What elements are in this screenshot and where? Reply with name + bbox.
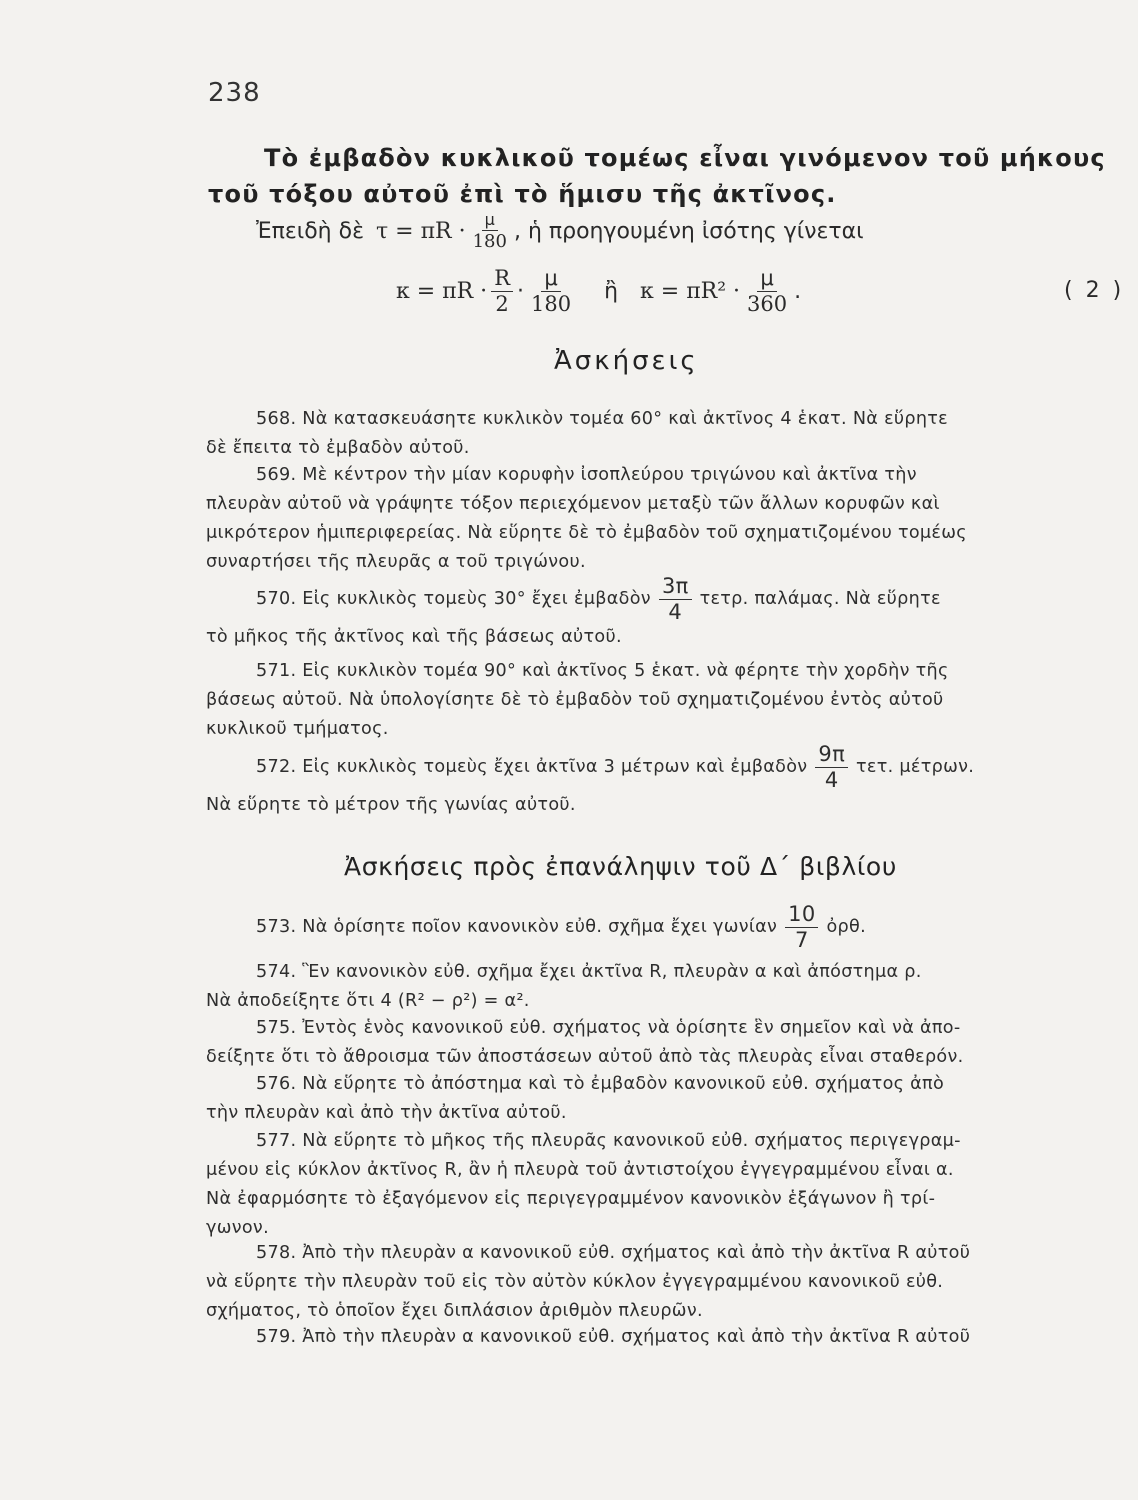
exercise-576: [206, 1070, 1120, 1128]
fraction-numerator: μ: [482, 212, 498, 231]
fraction-denominator: 180: [472, 231, 507, 252]
fraction-numerator: 3π: [659, 576, 692, 600]
fraction-denominator: 4: [824, 768, 839, 792]
exercise-line: τὴν πλευρὰν καὶ ἀπὸ τὴν ἀκτῖνα αὐτοῦ.: [206, 1103, 567, 1123]
formula-or: ἢ: [604, 279, 619, 304]
exercise-line: [206, 576, 1120, 623]
exercise-570: [206, 576, 1120, 652]
formula-lead: Ἐπειδὴ δὲ: [256, 219, 364, 244]
exercise-line: 575. Ἐντὸς ἑνὸς κανονικοῦ εὐθ. σχήματος νὰ ὁρίσητε ἓν σημεῖον καὶ νὰ ἀπο-: [256, 1018, 961, 1038]
exercise-text: τετ. μέτρων.: [856, 757, 975, 777]
exercise-line: 571. Εἰς κυκλικὸν τομέα 90° καὶ ἀκτῖνος 5 ἑκατ. νὰ φέρητε τὴν χορδὴν τῆς: [256, 661, 949, 681]
exercise-568: [206, 405, 1120, 463]
formula-expr: τ = πR ·: [375, 219, 466, 244]
exercise-line: [206, 744, 1120, 791]
exercise-579: [206, 1323, 1120, 1352]
exercise-line: δείξητε ὅτι τὸ ἄθροισμα τῶν ἀποστάσεων αὐτοῦ ἀπὸ τὰς πλευρὰς εἶναι σταθερόν.: [206, 1047, 964, 1067]
exercise-line: συναρτήσει τῆς πλευρᾶς α τοῦ τριγώνου.: [206, 552, 586, 572]
exercise-line: 576. Νὰ εὕρητε τὸ ἀπόστημα καὶ τὸ ἐμβαδὸν κανονικοῦ εὐθ. σχήματος ἀπὸ: [256, 1074, 945, 1094]
exercise-line: [206, 904, 1120, 951]
exercise-line: 574. Ἓν κανονικὸν εὐθ. σχῆμα ἔχει ἀκτῖνα R, πλευρὰν α καὶ ἀπόστημα ρ.: [256, 962, 922, 982]
fraction: [491, 268, 513, 315]
exercise-line: 569. Μὲ κέντρον τὴν μίαν κορυφὴν ἰσοπλεύρου τριγώνου καὶ ἀκτῖνα τὴν: [256, 465, 917, 485]
exercise-text: 572. Εἰς κυκλικὸς τομεὺς ἔχει ἀκτῖνα 3 μέτρων καὶ ἐμβαδὸν: [256, 757, 808, 777]
exercise-573: [206, 904, 1120, 951]
exercise-571: [206, 657, 1120, 744]
equation-number: ( 2 ): [1064, 278, 1125, 303]
fraction-denominator: 7: [794, 928, 809, 952]
exercise-575: [206, 1014, 1120, 1072]
exercise-line: δὲ ἔπειτα τὸ ἐμβαδὸν αὐτοῦ.: [206, 438, 470, 458]
fraction-denominator: 4: [668, 600, 683, 624]
exercise-line: 568. Νὰ κατασκευάσητε κυκλικὸν τομέα 60° καὶ ἀκτῖνος 4 ἑκατ. Νὰ εὕρητε: [256, 409, 948, 429]
exercise-line: κυκλικοῦ τμήματος.: [206, 719, 389, 739]
page-number: 238: [208, 78, 261, 108]
fraction: [528, 268, 574, 315]
exercise-577: [206, 1127, 1120, 1243]
theorem-line: Τὸ ἐμβαδὸν κυκλικοῦ τομέως εἶναι γινόμενον τοῦ μήκους: [264, 144, 1106, 172]
fraction: [785, 904, 818, 951]
exercise-578: [206, 1239, 1120, 1326]
formula-tail: , ἡ προηγουμένη ἰσότης γίνεται: [513, 219, 864, 244]
formula-line-1: [256, 212, 864, 251]
formula-part: κ = πR ·: [396, 279, 488, 304]
theorem-line: τοῦ τόξου αὐτοῦ ἐπὶ τὸ ἥμισυ τῆς ἀκτῖνος.: [208, 180, 837, 208]
exercise-572: [206, 744, 1120, 820]
fraction-denominator: 2: [495, 292, 509, 316]
formula-line-2: [396, 268, 801, 315]
exercise-line: Νὰ εὕρητε τὸ μέτρον τῆς γωνίας αὐτοῦ.: [206, 795, 576, 815]
exercise-text: 573. Νὰ ὁρίσητε ποῖον κανονικὸν εὐθ. σχῆμα ἔχει γωνίαν: [256, 917, 778, 937]
exercise-line: γωνον.: [206, 1218, 269, 1238]
exercise-line: βάσεως αὐτοῦ. Νὰ ὑπολογίσητε δὲ τὸ ἐμβαδὸν τοῦ σχηματιζομένου ἐντὸς αὐτοῦ: [206, 690, 944, 710]
fraction-denominator: 180: [531, 292, 572, 316]
fraction-numerator: 10: [785, 904, 818, 928]
exercise-line: σχήματος, τὸ ὁποῖον ἔχει διπλάσιον ἀριθμὸν πλευρῶν.: [206, 1301, 703, 1321]
theorem-statement: [208, 140, 1126, 212]
exercise-line: τὸ μῆκος τῆς ἀκτῖνος καὶ τῆς βάσεως αὐτοῦ.: [206, 627, 622, 647]
fraction-numerator: μ: [757, 268, 776, 292]
exercise-line: μένου εἰς κύκλον ἀκτῖνος R, ἂν ἡ πλευρὰ τοῦ ἀντιστοίχου ἐγγεγραμμένου εἶναι α.: [206, 1160, 954, 1180]
exercise-text: τετρ. παλάμας. Νὰ εὕρητε: [699, 589, 941, 609]
exercise-line: 579. Ἀπὸ τὴν πλευρὰν α κανονικοῦ εὐθ. σχήματος καὶ ἀπὸ τὴν ἀκτῖνα R αὐτοῦ: [256, 1327, 971, 1347]
fraction: [659, 576, 692, 623]
section-title: Ἀσκήσεις: [554, 346, 699, 376]
exercise-line: Νὰ ἀποδείξητε ὅτι 4 (R² − ρ²) = α².: [206, 991, 530, 1011]
exercise-569: [206, 461, 1120, 577]
exercise-574: [206, 958, 1120, 1016]
fraction-numerator: R: [491, 268, 513, 292]
section-title: Ἀσκήσεις πρὸς ἐπανάληψιν τοῦ Δ´ βιβλίου: [344, 852, 897, 881]
fraction: [744, 268, 790, 315]
fraction: [815, 744, 848, 791]
fraction: [470, 212, 510, 251]
dot-operator: ·: [517, 279, 524, 304]
fraction-numerator: μ: [541, 268, 560, 292]
fraction-numerator: 9π: [815, 744, 848, 768]
exercise-line: Νὰ ἐφαρμόσητε τὸ ἐξαγόμενον εἰς περιγεγραμμένον κανονικὸν ἑξάγωνον ἢ τρί-: [206, 1189, 936, 1209]
exercise-line: πλευρὰν αὐτοῦ νὰ γράψητε τόξον περιεχόμενον μεταξὺ τῶν ἄλλων κορυφῶν καὶ: [206, 494, 940, 514]
exercise-line: 578. Ἀπὸ τὴν πλευρὰν α κανονικοῦ εὐθ. σχήματος καὶ ἀπὸ τὴν ἀκτῖνα R αὐτοῦ: [256, 1243, 971, 1263]
exercise-text: ὀρθ.: [826, 917, 866, 937]
formula-end: .: [794, 279, 802, 304]
exercise-line: μικρότερον ἡμιπεριφερείας. Νὰ εὕρητε δὲ τὸ ἐμβαδὸν τοῦ σχηματιζομένου τομέως: [206, 523, 967, 543]
exercise-line: νὰ εὕρητε τὴν πλευρὰν τοῦ εἰς τὸν αὐτὸν κύκλον ἐγγεγραμμένου κανονικοῦ εὐθ.: [206, 1272, 944, 1292]
fraction-denominator: 360: [747, 292, 788, 316]
formula-part: κ = πR² ·: [640, 279, 741, 304]
exercise-text: 570. Εἰς κυκλικὸς τομεὺς 30° ἔχει ἐμβαδὸν: [256, 589, 651, 609]
exercise-line: 577. Νὰ εὕρητε τὸ μῆκος τῆς πλευρᾶς κανονικοῦ εὐθ. σχήματος περιγεγραμ-: [256, 1131, 961, 1151]
